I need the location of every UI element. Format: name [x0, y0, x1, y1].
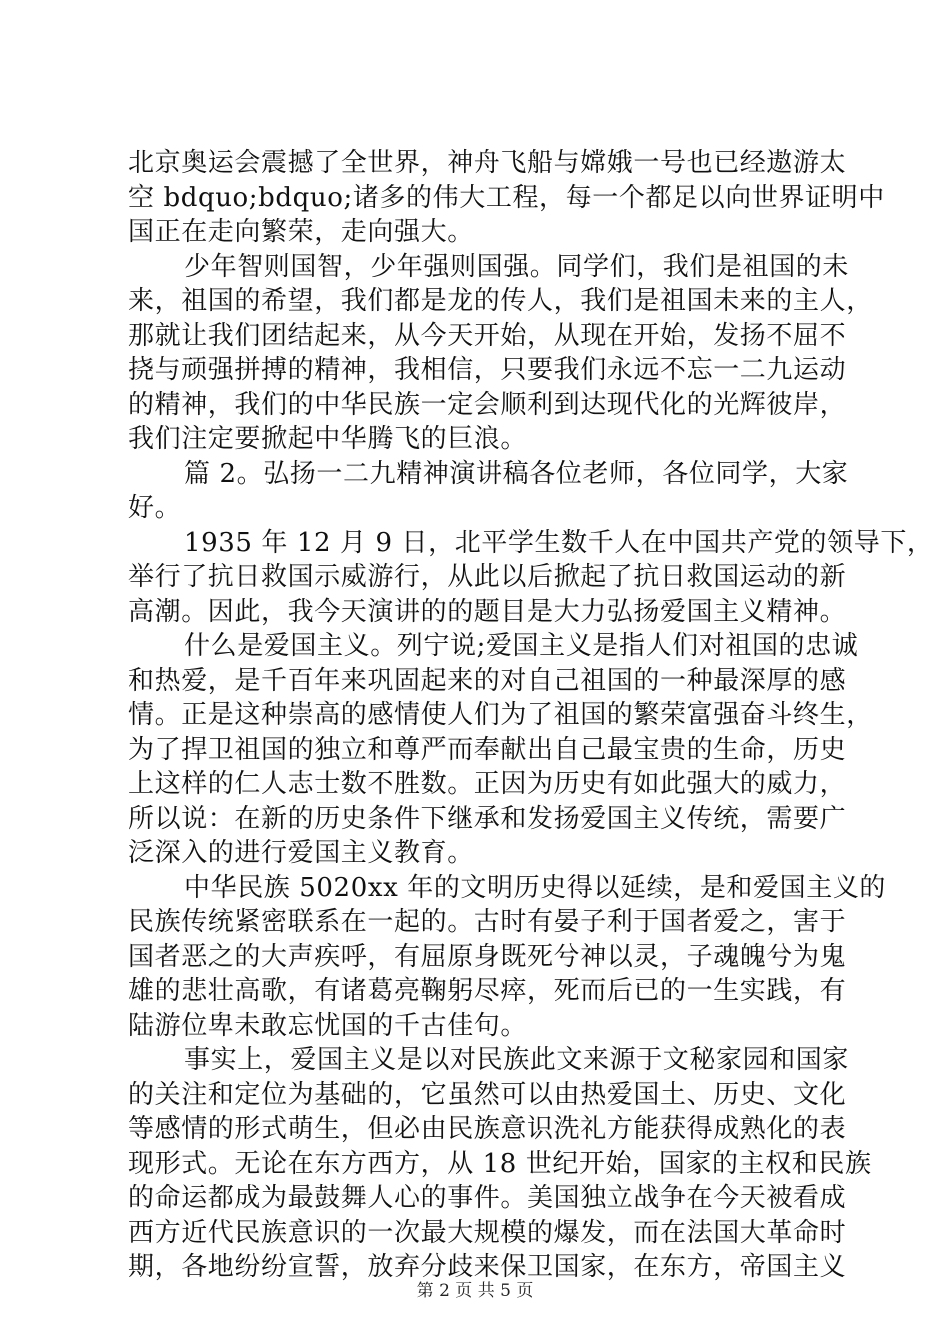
document-body	[128, 146, 934, 1285]
text-line: 西方近代民族意识的一次最大规模的爆发，而在法国大革命时	[128, 1217, 847, 1248]
text-line: 泛深入的进行爱国主义教育。	[128, 838, 474, 868]
text-line: 国者恶之的大声疾呼，有屈原身既死兮神以灵，子魂魄兮为鬼	[128, 941, 847, 972]
text-line: 的精神，我们的中华民族一定会顺利到达现代化的光辉彼岸，	[128, 389, 847, 420]
text-line: 期，各地纷纷宣誓，放弃分歧来保卫国家，在东方，帝国主义	[128, 1252, 847, 1282]
text-line: 举行了抗日救国示威游行，从此以后掀起了抗日救国运动的新	[128, 562, 847, 592]
text-line: 和热爱，是千百年来巩固起来的对自己祖国的一种最深厚的感	[128, 665, 847, 696]
text-line: 北京奥运会震撼了全世界，神舟飞船与嫦娥一号也已经遨游太	[128, 148, 847, 178]
page-number-footer: 第 2 页 共 5 页	[416, 1281, 534, 1301]
text-line: 的命运都成为最鼓舞人心的事件。美国独立战争在今天被看成	[128, 1183, 847, 1213]
text-line: 为了捍卫祖国的独立和尊严而奉献出自己最宝贵的生命，历史	[128, 734, 847, 765]
paragraph-start-line: 什么是爱国主义。列宁说;爱国主义是指人们对祖国的忠诚	[184, 631, 859, 661]
text-line: 上这样的仁人志士数不胜数。正因为历史有如此强大的威力，	[128, 769, 847, 799]
paragraph-start-line: 1935 年 12 月 9 日，北平学生数千人在中国共产党的领导下，	[184, 527, 934, 558]
text-line: 等感情的形式萌生，但必由民族意识洗礼方能获得成熟化的表	[128, 1114, 847, 1144]
text-line: 雄的悲壮高歌，有诸葛亮鞠躬尽瘁，死而后已的一生实践，有	[128, 976, 847, 1006]
text-line: 好。	[128, 493, 182, 523]
text-line: 所以说：在新的历史条件下继承和发扬爱国主义传统，需要广	[128, 803, 847, 834]
paragraph-start-line: 中华民族 5020xx 年的文明历史得以延续，是和爱国主义的	[184, 872, 887, 903]
text-line: 现形式。无论在东方西方，从 18 世纪开始，国家的主权和民族	[128, 1148, 872, 1179]
text-line: 我们注定要掀起中华腾飞的巨浪。	[128, 424, 528, 454]
paragraph-start-line: 事实上，爱国主义是以对民族此文来源于文秘家园和国家	[184, 1045, 850, 1075]
text-line: 高潮。因此，我今天演讲的的题目是大力弘扬爱国主义精神。	[128, 596, 847, 627]
text-line: 民族传统紧密联系在一起的。古时有晏子利于国者爱之，害于	[128, 907, 847, 937]
text-line: 国正在走向繁荣，走向强大。	[128, 217, 474, 247]
text-line: 挠与顽强拼搏的精神，我相信，只要我们永远不忘一二九运动	[128, 355, 847, 385]
text-line: 那就让我们团结起来，从今天开始，从现在开始，发扬不屈不	[128, 320, 847, 351]
paragraph-start-line: 少年智则国智，少年强则国强。同学们，我们是祖国的未	[184, 251, 850, 282]
text-line: 的关注和定位为基础的，它虽然可以由热爱国土、历史、文化	[128, 1079, 847, 1110]
text-line: 空 bdquo;bdquo;诸多的伟大工程，每一个都足以向世界证明中	[128, 182, 885, 213]
text-line: 来，祖国的希望，我们都是龙的传人，我们是祖国未来的主人，	[128, 286, 873, 316]
text-line: 陆游位卑未敢忘忧国的千古佳句。	[128, 1010, 528, 1041]
section-heading-line: 篇 2。弘扬一二九精神演讲稿各位老师，各位同学，大家	[184, 458, 849, 489]
text-line: 情。正是这种崇高的感情使人们为了祖国的繁荣富强奋斗终生，	[128, 700, 873, 730]
